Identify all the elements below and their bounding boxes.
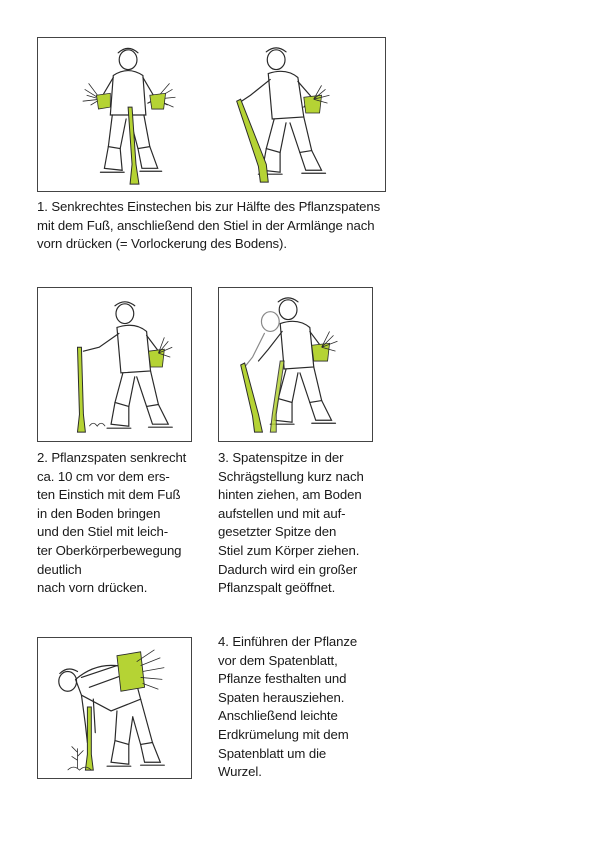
step-2-drawing bbox=[38, 288, 191, 441]
step-4-drawing bbox=[38, 638, 191, 778]
step-1-caption: 1. Senkrechtes Einstechen bis zur Hälfte des Pflanzspatens mit dem Fuß, anschließend den Stiel in der Armlänge nach vorn drücken (= Vorlockerung des Bodens). bbox=[37, 199, 381, 252]
step-2-illustration bbox=[37, 287, 192, 442]
step-4-illustration bbox=[37, 637, 192, 779]
step-1-illustration bbox=[37, 37, 386, 192]
step-3-illustration bbox=[218, 287, 373, 442]
step-2-caption: 2. Pflanzspaten senkrecht ca. 10 cm vor dem ers- ten Einstich mit dem Fuß in den Boden bringen und den Stiel mit leich- ter Oberkörperbewegung deutlich nach vorn drücken. bbox=[37, 450, 187, 596]
step-3-caption: 3. Spatenspitze in der Schrägstellung kurz nach hinten ziehen, am Boden aufstellen und mit auf- gesetzter Spitze den Stiel zum Körper ziehen. Dadurch wird ein großer Pflanzspalt geöffnet. bbox=[218, 450, 364, 596]
step-1-drawing bbox=[38, 38, 385, 191]
step-3-drawing bbox=[219, 288, 372, 441]
step-4-caption: 4. Einführen der Pflanze vor dem Spatenblatt, Pflanze festhalten und Spaten herausziehen. Anschließend leichte Erdkrümelung mit dem Spatenblatt um die Wurzel. bbox=[218, 634, 358, 780]
